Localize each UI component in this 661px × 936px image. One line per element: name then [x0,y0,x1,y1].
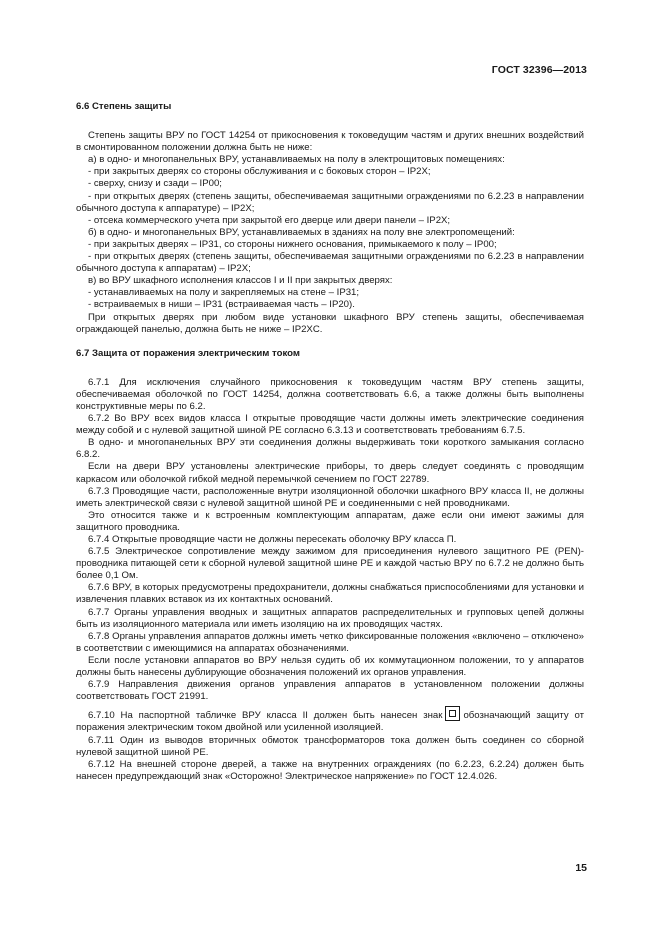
list-item: - при закрытых дверях – IP31, со стороны нижнего основания, примыкаемого к полу – IP00; [88,238,497,250]
list-item: - при открытых дверях (степень защиты, обеспечиваемая защитными ограждениями по 6.2.23 в направлении обычного доступа к аппаратуре) – IP2X; [76,190,584,214]
list-item: - при открытых дверях (степень защиты, обеспечиваемая защитными ограждениями по 6.2.23 в направлении обычного доступа к аппаратам) – IP2X; [76,251,584,275]
list-item: б) в одно- и многопанельных ВРУ, устанавливаемых в зданиях на полу вне электропомещений: [88,226,515,238]
document-code-header: ГОСТ 32396—2013 [491,64,587,76]
list-item: в) во ВРУ шкафного исполнения классов I и II при закрытых дверях: [88,275,393,287]
list-item: - сверху, снизу и сзади – IP00; [88,178,222,190]
list-item: - устанавливаемых на полу и закрепляемых на стене – IP31; [88,287,360,299]
paragraph: 6.7.4 Открытые проводящие части не должны пересекать оболочку ВРУ класса П. [88,534,457,545]
list-item: - при закрытых дверях со стороны обслуживания и с боковых сторон – IP2X; [88,166,431,178]
paragraph: 6.7.12 На внешней стороне дверей, а также на внутренних ограждениях (по 6.2.23, 6.2.24) должен быть нанесен предупреждающий знак «Осторожно! Электрическое напряжение» по ГОСТ 12.4.026. [76,758,584,782]
page-number: 15 [575,862,587,874]
section-title: 6.6 Степень защиты [76,101,172,112]
paragraph-with-sign [76,706,584,734]
paragraph: Степень защиты ВРУ по ГОСТ 14254 от прикосновения к токоведущим частям и других внешних воздействий в смонтированном положении должна быть не ниже: [76,130,584,154]
paragraph: 6.7.9 Направления движения органов управления аппаратов в установленном положении должны соответствовать ГОСТ 21991. [76,679,584,703]
paragraph: Это относится также и к встроенным комплектующим аппаратам, даже если они имеют зажимы для защитного проводника. [76,509,584,533]
sign-paragraph-text: обозначающий защиту от поражения электрическим током двойной или усиленной изоляцией. [76,710,584,734]
double-insulation-sign-icon [445,706,460,721]
paragraph: Если на двери ВРУ установлены электрические приборы, то дверь следует соединять с проводящим каркасом или оболочкой гибкой медной перемычкой сечением по ГОСТ 22789. [76,461,584,485]
paragraph: 6.7.6 ВРУ, в которых предусмотрены предохранители, должны снабжаться приспособлениями для установки и извлечения плавких вставок из их контактных оснований. [76,582,584,606]
paragraph: 6.7.11 Один из выводов вторичных обмоток трансформаторов тока должен быть соединен со сборной нулевой защитной шиной PE. [76,734,584,758]
list-item: - встраиваемых в ниши – IP31 (встраиваемая часть – IP20). [88,299,355,311]
paragraph: 6.7.5 Электрическое сопротивление между зажимом для присоединения нулевого защитного PE (PEN)-проводника питающей сети к сборной нулевой защитной шине PE и каждой частью ВРУ по 6.7.2 не должно быть более 0,1 Ом. [76,546,584,582]
section-title: 6.7 Защита от поражения электрическим током [76,347,300,359]
paragraph: 6.7.3 Проводящие части, расположенные внутри изоляционной оболочки шкафного ВРУ класса II, не должны иметь электрической связи с нулевой защитной шиной PE и соединенными с ней проводниками. [76,485,584,509]
document-body [76,101,584,783]
paragraph: В одно- и многопанельных ВРУ эти соединения должны выдерживать токи короткого замыкания согласно 6.8.2. [76,437,584,461]
sign-paragraph-text: 6.7.10 На паспортной табличке ВРУ класса II должен быть нанесен знак [88,710,443,722]
paragraph: 6.7.8 Органы управления аппаратов должны иметь четко фиксированные положения «включено – отключено» в соответствии с имеющимися на аппаратах обозначениями. [76,630,584,654]
list-item: а) в одно- и многопанельных ВРУ, устанавливаемых на полу в электрощитовых помещениях: [88,154,505,166]
list-item: - отсека коммерческого учета при закрытой его дверце или двери панели – IP2X; [88,214,451,226]
paragraph: 6.7.1 Для исключения случайного прикосновения к токоведущим частям ВРУ степень защиты, обеспечиваемая оболочкой по ГОСТ 14254, должна соответствовать 6.6, а также должны быть выполнены конструктивные меры по 6.2. [76,376,584,412]
paragraph: Если после установки аппаратов во ВРУ нельзя судить об их коммутационном положении, то у аппаратов должны быть нанесены дублирующие обозначения положений их органов управления. [76,654,584,679]
paragraph: 6.7.2 Во ВРУ всех видов класса I открытые проводящие части должны иметь электрические соединения между собой и с нулевой защитной шиной PE согласно 6.3.13 и соответствовать требованиям 6.7.5. [76,413,584,437]
paragraph: 6.7.7 Органы управления вводных и защитных аппаратов распределительных и групповых цепей должны быть из изоляционного материала или иметь изоляцию на их проводящих частях. [76,606,584,630]
paragraph: При открытых дверях при любом виде установки шкафного ВРУ степень защиты, обеспечиваемая ограждающей панелью, должна быть не ниже – IP2XC. [76,311,584,335]
